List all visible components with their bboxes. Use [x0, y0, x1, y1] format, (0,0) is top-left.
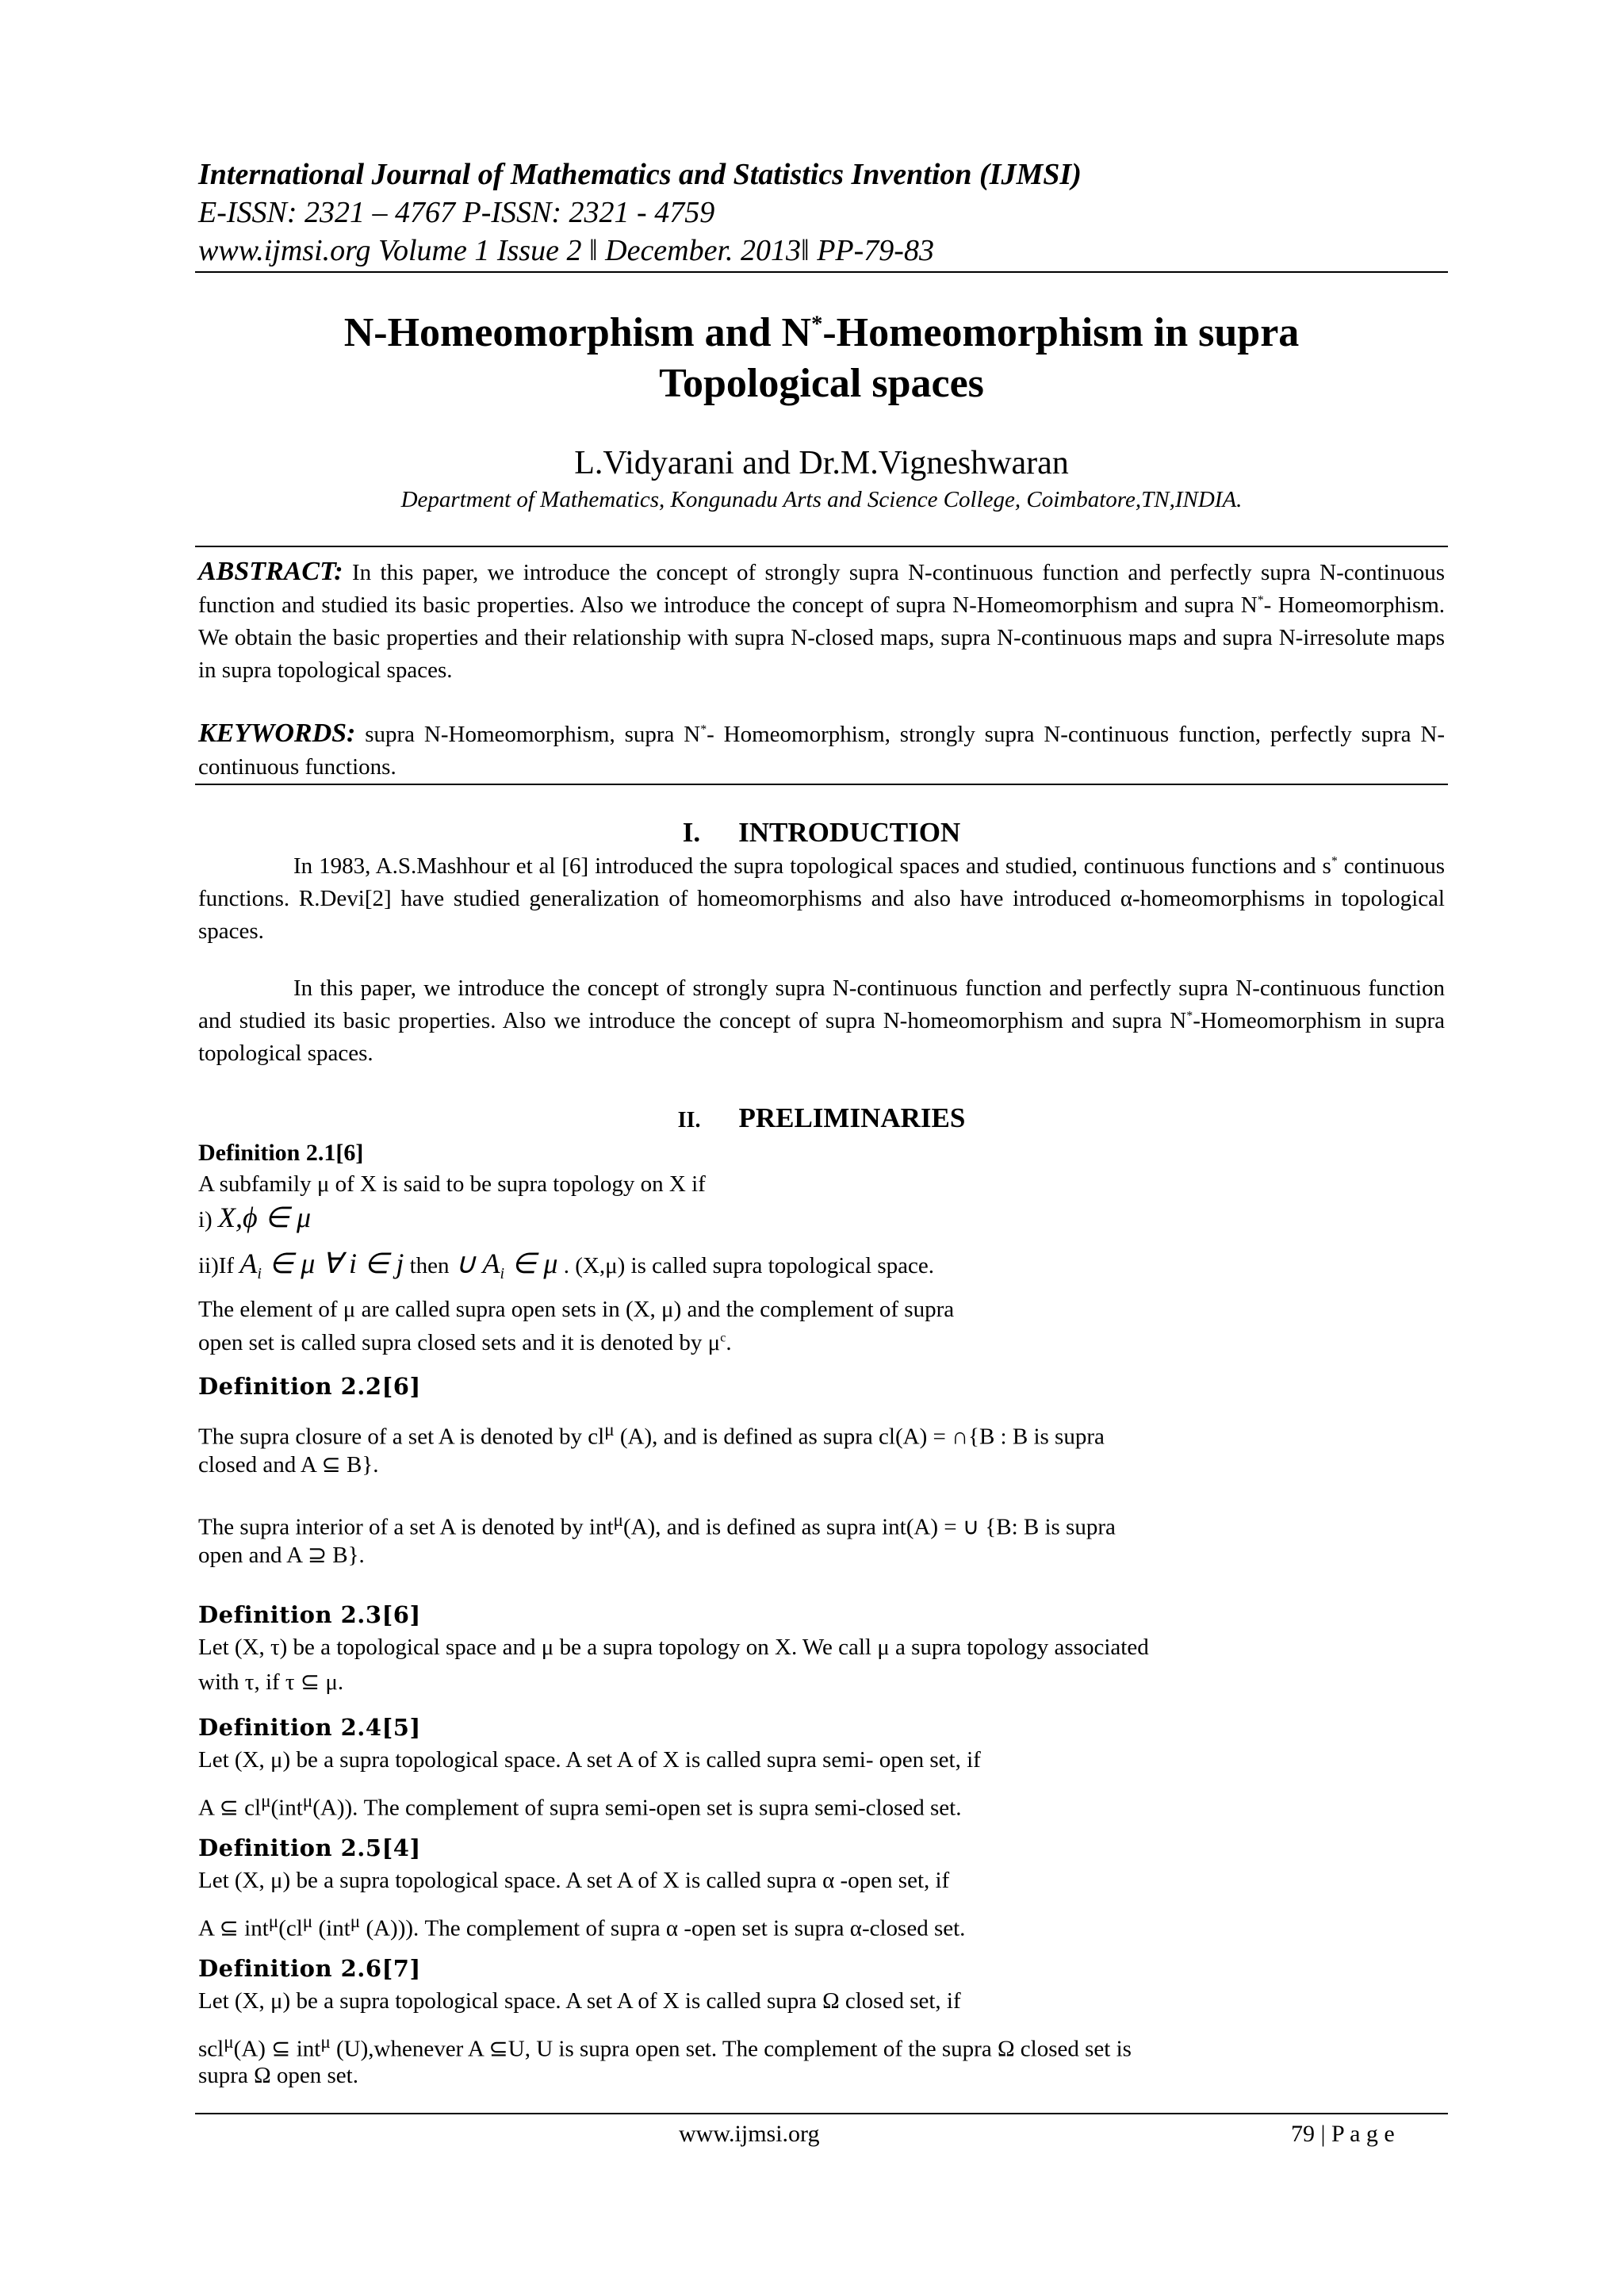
interior-a: The supra interior of a set A is denoted by int [198, 1514, 614, 1540]
d24-c: (A)). The complement of supra semi-open set is supra semi-closed set. [312, 1795, 962, 1821]
paper-affiliation: Department of Mathematics, Kongunadu Arts and Science College, Coimbatore,TN,INDIA. [400, 487, 1243, 512]
definition-2-1-line-1: A subfamily μ of X is said to be supra topology on X if [198, 1171, 706, 1197]
definition-2-2-interior-line-2: open and A ⊇ B}. [198, 1543, 365, 1568]
definition-2-2-interior-line-1 [198, 1504, 1445, 1543]
section-title: PRELIMINARIES [738, 1102, 966, 1133]
keywords-sup: * [700, 723, 707, 737]
item-i-label: i) [198, 1207, 218, 1232]
d25-d: (A))). The complement of supra α -open set is supra α-closed set. [360, 1915, 966, 1941]
footer-site: www.ijmsi.org [679, 2121, 820, 2147]
keywords-label: KEYWORDS: [198, 719, 356, 748]
journal-issue: www.ijmsi.org Volume 1 Issue 2 ǁ December. 2013ǁ PP-79-83 [198, 234, 934, 267]
definition-2-1-heading: Definition 2.1[6] [198, 1140, 364, 1166]
d26-b: (A) ⊆ int [233, 2036, 321, 2062]
formula-sub-i-2: i [500, 1264, 505, 1282]
item-ii-label: ii)If [198, 1253, 240, 1278]
section-number: II. [677, 1108, 701, 1133]
intro-p1-b: continuous functions. R.Devi[2] have studied generalization of homeomorphisms and also have introduced α-homeomorphisms in topological spaces. [198, 853, 1445, 944]
abstract-text-a: In this paper, we introduce the concept of strongly supra N-continuous function and perfectly supra N-continuous function and studied its basic properties. Also we introduce the concept of supra N-Homeomorphism and supra N [198, 560, 1445, 618]
abstract-top-rule [195, 546, 1448, 547]
title-line-2: Topological spaces [659, 361, 984, 406]
definition-2-2-closure-line-1 [198, 1413, 1445, 1453]
section-number: I. [682, 817, 701, 848]
abstract [198, 555, 1445, 687]
line-4-sup: c [720, 1331, 726, 1345]
d25-b: (cl [278, 1915, 303, 1941]
intro-p1-sup: * [1331, 854, 1338, 868]
definition-2-5-line-1: Let (X, μ) be a supra topological space. A set A of X is called supra α -open set, if [198, 1868, 950, 1893]
closure-b: (A), and is defined as supra cl(A) = ∩{B : B is supra [614, 1424, 1105, 1450]
definition-2-6-line-1: Let (X, μ) be a supra topological space. A set A of X is called supra Ω closed set, if [198, 1988, 961, 2014]
definition-2-1-item-ii [198, 1247, 1445, 1290]
d26-mu-1: μ [224, 2032, 234, 2053]
definition-2-4-heading: Definition 2.4[5] [198, 1714, 421, 1741]
formula-b: ∈ μ ∀ i ∈ j [261, 1248, 404, 1279]
abstract-label: ABSTRACT: [198, 557, 343, 586]
item-ii-then: then [404, 1253, 455, 1278]
d26-a: scl [198, 2036, 224, 2062]
formula-c: ∪ A [454, 1248, 500, 1279]
section-title: INTRODUCTION [738, 817, 961, 848]
section-heading-preliminaries [195, 1102, 1448, 1134]
journal-title: International Journal of Mathematics and Statistics Invention (IJMSI) [198, 158, 1082, 191]
definition-2-5-line-2 [198, 1905, 1445, 1945]
d25-mu-3: μ [350, 1911, 361, 1932]
definition-2-5-heading: Definition 2.5[4] [198, 1834, 421, 1861]
d26-mu-2: μ [320, 2032, 331, 2053]
formula-sub-i: i [257, 1264, 262, 1282]
title-part-b: -Homeomorphism in supra [822, 310, 1300, 355]
paper-title [195, 308, 1448, 409]
section-heading-introduction [195, 817, 1448, 849]
title-sup: * [811, 312, 823, 337]
d26-c: (U),whenever A ⊆U, U is supra open set. The complement of the supra Ω closed set is [330, 2036, 1132, 2062]
keywords-text-b: - Homeomorphism, strongly supra N-continuous function, perfectly supra N-continuous functions. [198, 722, 1445, 780]
definition-2-2-closure-line-2: closed and A ⊆ B}. [198, 1452, 379, 1478]
abstract-sup: * [1257, 593, 1264, 608]
interior-mu: μ [613, 1510, 623, 1531]
definition-2-2-heading: Definition 2.2[6] [198, 1373, 421, 1400]
journal-issn: E-ISSN: 2321 – 4767 P-ISSN: 2321 - 4759 [198, 196, 715, 229]
intro-p1-a: In 1983, A.S.Mashhour et al [6] introduced the supra topological spaces and studied, continuous functions and s [293, 853, 1331, 879]
definition-2-4-line-2 [198, 1784, 1445, 1824]
d24-a: A ⊆ cl [198, 1795, 262, 1821]
intro-p2-a: In this paper, we introduce the concept of strongly supra N-continuous function and perfectly supra N-continuous function and studied its basic properties. Also we introduce the concept of supra N-homeomorphism and supra N [198, 976, 1445, 1033]
definition-2-3-line-1: Let (X, τ) be a topological space and μ be a supra topology on X. We call μ a supra topology associated [198, 1635, 1149, 1660]
intro-paragraph-2 [198, 972, 1445, 1070]
title-part-a: N-Homeomorphism and N [343, 310, 812, 355]
line-4-a: open set is called supra closed sets and it is denoted by μ [198, 1330, 721, 1355]
formula-a: A [239, 1248, 258, 1279]
closure-a: The supra closure of a set A is denoted by cl [198, 1424, 605, 1450]
keywords-text-a: supra N-Homeomorphism, supra N [355, 722, 701, 747]
d25-c: (int [312, 1915, 350, 1941]
definition-2-4-line-1: Let (X, μ) be a supra topological space. A set A of X is called supra semi- open set, if [198, 1747, 981, 1773]
definition-2-6-line-3: supra Ω open set. [198, 2063, 358, 2088]
d24-mu-2: μ [302, 1791, 313, 1811]
item-i-formula: X,ϕ ∈ μ [217, 1202, 312, 1233]
intro-p2-b: -Homeomorphism in supra topological spaces. [198, 1008, 1446, 1066]
header-rule [195, 271, 1448, 273]
paper-authors: L.Vidyarani and Dr.M.Vigneshwaran [574, 445, 1069, 481]
item-ii-rest: . (X,μ) is called supra topological space. [557, 1253, 935, 1278]
keywords-bottom-rule [195, 784, 1448, 785]
definition-2-1-item-i [198, 1201, 1445, 1236]
definition-2-3-heading: Definition 2.3[6] [198, 1601, 421, 1628]
formula-d: ∈ μ [504, 1248, 558, 1279]
line-4-b: . [726, 1330, 732, 1355]
abstract-text-b: - Homeomorphism. We obtain the basic properties and their relationship with supra N-closed maps, supra N-continuous maps and supra N-irresolute maps in supra topological spaces. [198, 592, 1445, 683]
footer-page-number: 79 | P a g e [1291, 2121, 1395, 2147]
d24-b: (int [270, 1795, 303, 1821]
intro-p2-sup: * [1186, 1009, 1193, 1023]
definition-2-1-line-4 [198, 1326, 1445, 1359]
d25-mu-1: μ [268, 1911, 279, 1932]
keywords [198, 717, 1445, 784]
definition-2-6-heading: Definition 2.6[7] [198, 1955, 421, 1982]
footer-rule [195, 2113, 1448, 2114]
interior-b: (A), and is defined as supra int(A) = ∪ {B: B is supra [622, 1514, 1116, 1540]
intro-paragraph-1 [198, 850, 1445, 948]
d25-a: A ⊆ int [198, 1915, 269, 1941]
d25-mu-2: μ [302, 1911, 313, 1932]
d24-mu-1: μ [261, 1791, 271, 1811]
closure-mu: μ [604, 1420, 615, 1440]
definition-2-1-line-3: The element of μ are called supra open sets in (X, μ) and the complement of supra [198, 1297, 955, 1322]
definition-2-3-line-2: with τ, if τ ⊆ μ. [198, 1669, 344, 1695]
